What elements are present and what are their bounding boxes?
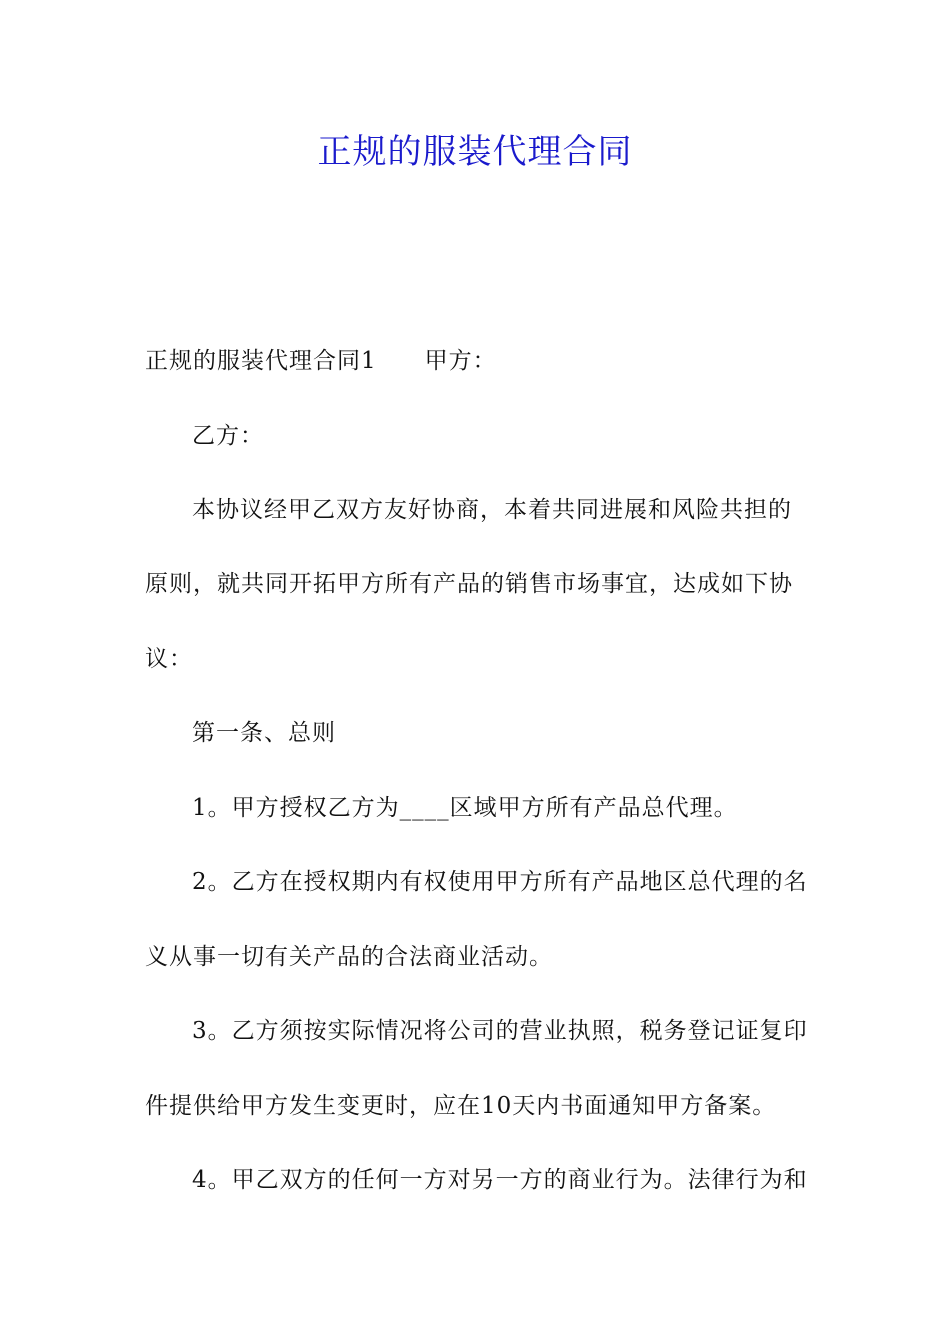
clause-line: 1。甲方授权乙方为____区域甲方所有产品总代理。 <box>192 795 738 821</box>
party-a-label: 甲方： <box>424 348 497 374</box>
document-title: 正规的服装代理合同 <box>317 132 633 172</box>
clause-line: 义从事一切有关产品的合法商业活动。 <box>145 944 553 970</box>
paragraph-line: 本协议经甲乙双方友好协商，本着共同进展和风险共担的 <box>192 497 792 523</box>
heading-line <box>145 346 807 376</box>
paragraph-line: 议： <box>145 646 193 672</box>
party-b-label: 乙方： <box>192 423 264 449</box>
article-heading: 第一条、总则 <box>192 720 336 746</box>
clause-line: 3。乙方须按实际情况将公司的营业执照，税务登记证复印 <box>192 1018 808 1044</box>
contract-reference: 正规的服装代理合同1 <box>145 348 377 374</box>
clause-line: 件提供给甲方发生变更时，应在10天内书面通知甲方备案。 <box>145 1093 777 1119</box>
paragraph-line: 原则，就共同开拓甲方所有产品的销售市场事宜，达成如下协 <box>145 571 793 597</box>
clause-line: 4。甲乙双方的任何一方对另一方的商业行为。法律行为和 <box>192 1167 808 1193</box>
clause-line: 2。乙方在授权期内有权使用甲方所有产品地区总代理的名 <box>192 869 808 895</box>
